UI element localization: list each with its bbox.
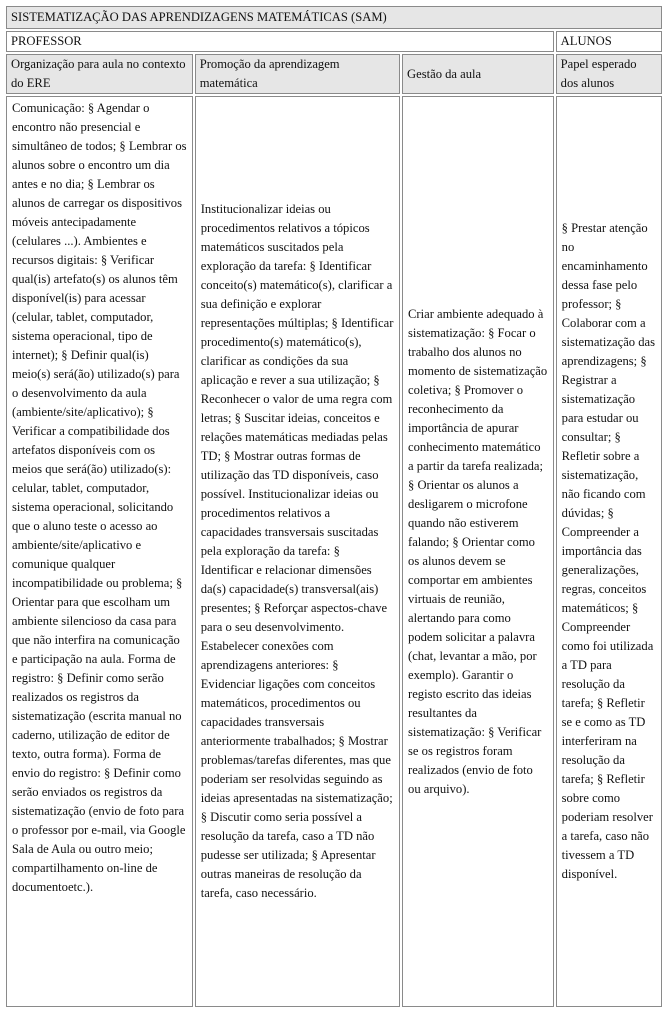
- column-header-gestao: Gestão da aula: [402, 54, 554, 94]
- sam-table: [4, 4, 664, 1009]
- group-header-professor: PROFESSOR: [6, 31, 554, 52]
- column-header-organizacao: Organização para aula no contexto do ERE: [6, 54, 193, 94]
- cell-gestao: Criar ambiente adequado à sistematização: § Focar o trabalho dos alunos no momento de sistematização coletiva; § Promover o reconhecimento da importância de apurar conhecimento matemático a partir da tarefa realizada; § Orientar os alunos a desligarem o microfone quando não estiverem falando; § Orientar como os alunos devem se comportar em ambientes virtuais de reunião, alertando para como podem solicitar a palavra (chat, levantar a mão, por exemplo). Garantir o registo escrito das ideias resultantes da sistematização: § Verificar se os registros foram realizados (envio de foto ou arquivo).: [402, 96, 554, 1007]
- group-header-alunos: ALUNOS: [556, 31, 662, 52]
- table-title: SISTEMATIZAÇÃO DAS APRENDIZAGENS MATEMÁTICAS (SAM): [6, 6, 662, 29]
- cell-papel-alunos: § Prestar atenção no encaminhamento dessa fase pelo professor; § Colaborar com a sistematização das aprendizagens; § Registrar a sistematização para estudar ou consultar; § Refletir sobre a sistematização, não ficando com dúvidas; § Compreender a importância das generalizações, regras, conceitos matemáticos; § Compreender como foi utilizada a TD para resolução da tarefa; § Refletir se e como as TD interferiram na resolução da tarefa; § Refletir sobre como poderiam resolver a tarefa, caso não tivessem a TD disponível.: [556, 96, 662, 1007]
- cell-promocao: Institucionalizar ideias ou procedimentos relativos a tópicos matemáticos suscitados pela exploração da tarefa: § Identificar conceito(s) matemático(s), clarificar a sua definição e explorar representações múltiplas; § Identificar procedimento(s) matemático(s), clarificar as condições da sua aplicação e rever a sua utilização; § Reconhecer o valor de uma regra com letras; § Suscitar ideias, conceitos e relações matemáticas mediadas pelas TD; § Mostrar outras formas de utilização das TD disponíveis, caso possível. Institucionalizar ideias ou procedimentos relativos a capacidades transversais suscitadas pela exploração da tarefa: § Identificar e relacionar dimensões da(s) capacidade(s) transversal(ais) presentes; § Reforçar aspectos-chave para o seu desenvolvimento. Estabelecer conexões com aprendizagens anteriores: § Evidenciar ligações com conceitos matemáticos, procedimentos ou capacidades transversais anteriormente trabalhados; § Mostrar problemas/tarefas diferentes, mas que poderiam ser resolvidas seguindo as ideias apresentadas na sistematização; § Discutir como seria possível a resolução da tarefa, caso a TD não pudesse ser utilizada; § Apresentar outras maneiras de resolução da tarefa, caso necessário.: [195, 96, 400, 1007]
- column-header-papel: Papel esperado dos alunos: [556, 54, 662, 94]
- cell-organizacao: Comunicação: § Agendar o encontro não presencial e simultâneo de todos; § Lembrar os alunos sobre o encontro um dia antes e no dia; § Lembrar os alunos de carregar os dispositivos móveis antecipadamente (celulares ...). Ambientes e recursos digitais: § Verificar qual(is) artefato(s) os alunos têm disponível(is) para acessar (celular, tablet, computador, sistema operacional, tipo de internet); § Definir qual(is) meio(s) será(ão) utilizado(s) para o desenvolvimento da aula (ambiente/site/aplicativo); § Verificar a compatibilidade dos artefatos disponíveis com os meios que será(ão) utilizado(s): celular, tablet, computador, sistema operacional, solicitando que o aluno teste o acesso ao ambiente/site/aplicativo e comunique qualquer incompatibilidade ou problema; § Orientar para que escolham um ambiente silencioso da casa para que não interfira na comunicação e participação na aula. Forma de registro: § Definir como serão realizados os registros da sistematização (escrita manual no caderno, utilização de editor de texto, outra forma). Forma de envio do registro: § Definir como serão enviados os registros da sistematização (envio de foto para o professor por e-mail, via Google Sala de Aula ou outro meio; compartilhamento on-line de documentoetc.).: [6, 96, 193, 1007]
- column-header-promocao: Promoção da aprendizagem matemática: [195, 54, 400, 94]
